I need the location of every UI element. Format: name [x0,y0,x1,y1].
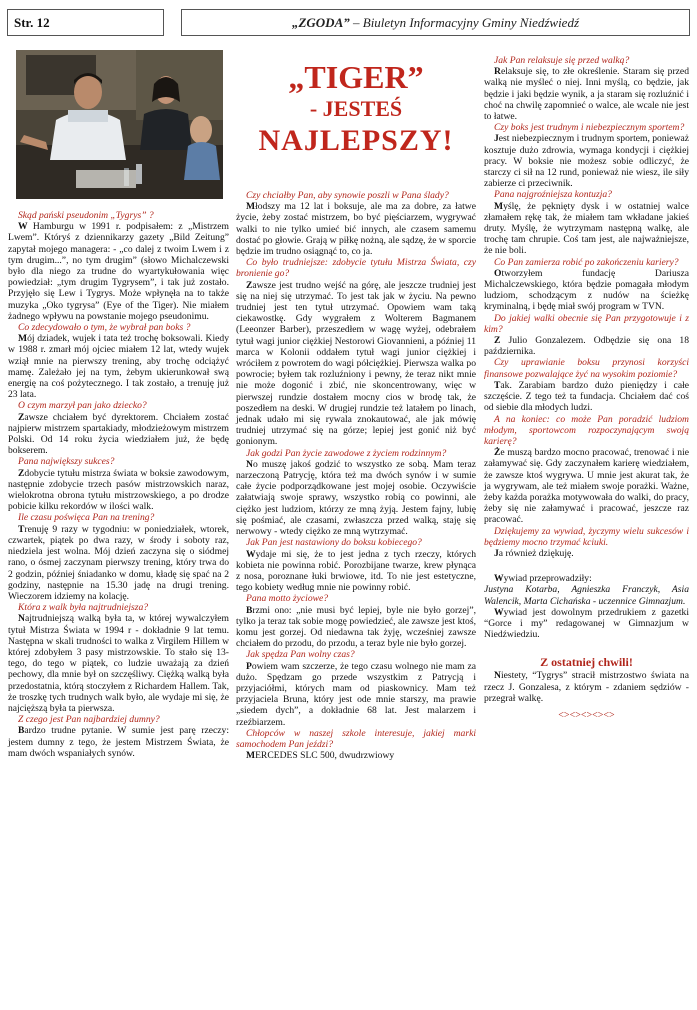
latest-news-text: Niestety, “Tygrys” stracił mistrzostwo świata na rzecz J. Gonzalesa, z którym - zdaniem sędziów - przegrał walkę. [484,670,689,704]
interview-photo [16,50,223,199]
interviewers-heading: Wywiad przeprowadziły: [494,573,592,585]
column-2 [236,190,476,761]
column-3-body [484,55,689,559]
question: Ile czasu poświęca Pan na trening? [18,512,155,524]
question: Jak godzi Pan życie zawodowe z życiem rodzinnym? [246,447,447,459]
answer: Z Julio Gonzalezem. Odbędzie się ona 18 października. [484,335,689,358]
answer: Otworzyłem fundację Dariusza Michalczewskiego, która będzie pomagała młodym ludziom, schodzącym z nudów na ścieżkę kryminalną, i będę miał swój program w TVN. [484,267,689,313]
question: Czy chciałby Pan, aby synowie poszli w Pana ślady? [246,190,449,201]
ornament: <><><><><> [558,709,615,721]
bulletin-title [181,9,690,36]
question: O czym marzył pan jako dziecko? [18,400,147,412]
answer: Myślę, że pęknięty dysk i w ostatniej walce złamałem rękę tak, że miałem tam wkładane jakieś druty. Myślę, że wytrzymam następną walkę, ale trochę tam chrupie. Coś tam jest, ale najważniejsze, że nie boli. [484,200,689,257]
answer: Relaksuje się, to złe określenie. Staram się przed walką nie myśleć o niej. Inni myślą, co będzie, jak będzie i jaki będzie wynik, a ja staram się rozluźnić i choć na chwilę zapomnieć o walce, ale wcale nie jest to łatwe. [484,66,689,123]
question: Co było trudniejsze: zdobycie tytułu Mistrza Świata, czy bronienie go? [236,257,476,280]
answer: Bardzo trudne pytanie. W sumie jest parę rzeczy: jestem dumny z tego, że jestem Mistrzem Świata, że mam dwóch wspaniałych synów. [8,725,229,759]
question: Czy uprawianie boksu przynosi korzyści finansowe pozwalające żyć na wysokim poziomie? [484,357,689,380]
question: Co zdecydowało o tym, że wybrał pan boks ? [18,322,191,334]
question: Do jakiej walki obecnie się Pan przygotowuje i z kim? [484,312,689,335]
latest-news-heading: Z ostatniej chwili! [540,655,633,670]
article-title-line1: „TIGER” [288,59,424,95]
answer: Trenuję 9 razy w tygodniu: w poniedziałek, wtorek, czwartek, piątek po dwa razy, w środy i soboty raz, niedziela jest wolna. Mój dzień zaczyna się o siódmej rano, o ósmej zaczynam pierwszy trening, który trwa do 2 godzin, później śniadanko w domu, kładę się spać na 2 godziny, następnie na 15.30 jadę na drugi trening. Wieczorem idziemy na kolację. [8,523,229,602]
reprint-note: Wywiad jest dowolnym przedrukiem z gazetki “Gorce i my” redagowanej w Gimnazjum w Niedźwiedziu. [484,606,689,641]
answer: Jest niebezpiecznym i trudnym sportem, ponieważ kosztuje dużo zdrowia, wymaga kondycji i ciężkiej pracy. W boksie nie możesz sobie odliczyć, że starczy ci sił na 12 rund, ponieważ nie wiesz, ile siły zabierze ci przeciwnik. [484,133,690,190]
answer: Że muszą bardzo mocno pracować, trenować i nie załamywać się. Gdy zaczynałem karierę wiedziałem, że zawsze ktoś wygrywa. U mnie jest akurat tak, że ja wygrywam, ale też miałem swoje porażki. Ważne, żeby każda porażka motywowała do walki, do pracy, żeby się nie załamywać i pracować, jeszcze raz pracować. [484,447,689,526]
bulletin-subtitle: – Biuletyn Informacyjny Gminy Niedźwiedź [349,15,580,30]
question: Która z walk była najtrudniejsza? [18,602,149,614]
answer: Najtrudniejszą walką była ta, w której wywalczyłem tytuł Mistrza Świata w 1994 r - dokładnie 9 lat temu. Następna w skali trudności to walka z Virgilem Hillem w której zdobyłem 3 pasy mistrzowskie. To stało się 13-tego, do tego w piątek, co ludzie uważają za dzień pechowy, dla mnie był on szczęśliwy. Ciężką walką była przedostatnia, którą stoczyłem z Richardem Hallem. Tak, że troszkę tych trudnych walk było, ale wydaje mi się, że najcięższą była ta pierwsza. [8,613,229,714]
answer: Młodszy ma 12 lat i boksuje, ale ma za dobre, za łatwe życie, żeby zostać mistrzem, bo być pięściarzem, wygrywać walki to nie tylko umieć bić innych, ale czasem samemu dostać po głowie. Grają w piłkę nożną, ale sądzę, że w sporcie będzie im trudno osiągnąć to, co ja. [236,201,476,258]
answer: Powiem wam szczerze, że tego czasu wolnego nie mam za dużo. Spędzam go przede wszystkim z Patrycją i przyjaciółmi, których mam od piaskownicy. Mam też przyjaciela Bruna, który jest ode mnie starszy, ma prawie „siedem dych”, a dokładnie 68 lat. Jest malarzem i rzeźbiarzem. [236,660,476,728]
answer: W Hamburgu w 1991 r. podpisałem: z „Mistrzem Lwem”. Któryś z dziennikarzy gazety „Bild Zeitung” zapytał mojego managera: - „co dalej z twoim Lwem i z tym drugim...”, no tym drugim” (słowo Michalczewski było dla niego za trudne do wyartykułowania więc powiedział: „tym drugim Tygrysem”, i tak już zostało. Przyjęło się Lew i Tygrys. Może wpłynęła na to także muzyka „Oko tygrysa” (Eye of the Tiger). Nie miałem żadnego wpływu na powstanie mojego pseudonimu. [8,221,229,322]
article-title-line3: NAJLEPSZY! [258,124,454,157]
question: Z czego jest Pan najbardziej dumny? [18,714,160,726]
question: Czy boks jest trudnym i niebezpiecznym sportem? [494,122,685,134]
question: Skąd pański pseudonim „Tygrys” ? [18,210,154,221]
question: Jak spędza Pan wolny czas? [246,649,355,661]
column-1 [8,210,229,759]
answer: MERCEDES SLC 500, dwudrzwiowy [246,750,395,762]
bulletin-name: „ZGODA” [291,15,350,30]
question: Jak Pan jest nastawiony do boksu kobiecego? [246,537,422,549]
answer: Zdobycie tytułu mistrza świata w boksie zawodowym, następnie zdobycie trzech pasów mistrzowskich naraz, wielokrotna obrona tytułu mistrzowskiego, a po drodze pobicie kilku rekordów w ilości walk. [8,467,229,513]
column-3 [484,55,689,721]
answer: Wydaje mi się, że to jest jedna z tych rzeczy, których kobieta nie powinna robić. Porozbijane twarze, krew płynąca z nosa, poroznane łuki brwiowe, itd. To nie jest estetyczne, tego kobiety według mnie nie powinny robić. [236,548,476,594]
interview-photo-image [16,50,223,199]
question: A na koniec: co może Pan poradzić ludziom młodym, sportowcom rozpoczynającym swoją karierę? [484,413,689,447]
answer: Zawsze jest trudno wejść na górę, ale jeszcze trudniej jest się na niej się utrzymać. To jest tak jak w życiu. Na pewno trudniej jest ten tytuł utrzymać. Opowiem wam taką ciekawostkę. Gdy wygrałem z Wolterem Bagmanem (Leeonzer Barber), przeszedłem w wagę wyżej, odebrałem tytuł wagi junior ciężkiej Nestorowi Giovannieni, a później 11 marca w Kolonii oddałem tytuł wagi junior ciężkiej i wróciłem z powrotem do wagi półciężkiej. Pierwsza walka po powrocie; byłem tak rozluźniony i pewny, że teraz nikt mnie nie może dogonić i zbić, nie skoncentrowany, więc w pierwszej rundzie dostałem mocny cios w brodę tak, że poszedłem na deski. W drugiej rundzie też latałem po linach, jednak udało mi się rywala znokautować, ale jak mówię trudniej utrzymać się na górze; lepiej jest gonić niż być gonionym. [236,279,476,448]
article-title-line2: - JESTEŚ [309,96,403,121]
answer: Ja również dziękuję. [494,547,574,559]
answer: Zawsze chciałem być dyrektorem. Chciałem zostać najpierw mistrzem spartakiady, młodzieżowym mistrzem Polski. Od 14 roku życia wiedziałem już, że będę bokserem. [8,411,229,457]
question: Pana najgroźniejsza kontuzja? [494,189,612,201]
question: Jak Pan relaksuje się przed walką? [494,55,630,66]
answer: No muszę jakoś godzić to wszystko ze sobą. Mam teraz narzeczoną Patrycję, która też ma dwóch synów i w sumie całe życie podporządkowane jest mojej osobie. Oczywiście załatwiają swoje sprawy, wszystko robią co powinni, ale ciężko jest ludziom, którzy ze mną żyją. Jestem fajny, lubię się pośmiać, ale czasami, zwłaszcza przed walką, staję się nerwowy - wtedy ciężko ze mną wytrzymać. [236,458,476,538]
answer: Mój dziadek, wujek i tata też trochę boksowali. Kiedy w 1988 r. zmarł mój ojciec miałem 12 lat, wtedy wujek wziął mnie na pierwszy trening, aby trochę odciążyć mamę. Zależało jej na tym, żebym ukierunkował swą energię na coś pożytecznego. I tak zostało, a trenuję już 23 lata. [8,333,229,401]
question: Dziękujemy za wywiad, życzymy wielu sukcesów i będziemy mocno trzymać kciuki. [484,525,689,548]
answer: Brzmi ono: „nie musi być lepiej, byle nie było gorzej”, tylko ja teraz tak sobie mogę powiedzieć, ale zawsze jest ktoś, komu jest gorzej. Od niedawna tak żyję, wcześniej zawsze chciałem do przodu, do przodu, a teraz byle nie było gorzej. [236,604,476,650]
question: Co Pan zamierza robić po zakończeniu kariery? [494,256,679,268]
question: Pana największy sukces? [18,456,115,468]
interviewers-names: Justyna Kotarba, Agnieszka Franczyk, Asia Walencik, Marta Cichańska - uczennice Gimnazjum. [484,584,689,607]
question: Pana motto życiowe? [246,593,329,605]
answer: Tak. Zarabiam bardzo dużo pieniędzy i całe szczęście. Z tego też ta fundacja. Chciałem dać coś od siebie dla młodych ludzi. [484,379,689,414]
page-number: Str. 12 [7,9,164,36]
question: Chłopców w naszej szkole interesuje, jakiej marki samochodem Pan jeździ? [236,727,476,750]
